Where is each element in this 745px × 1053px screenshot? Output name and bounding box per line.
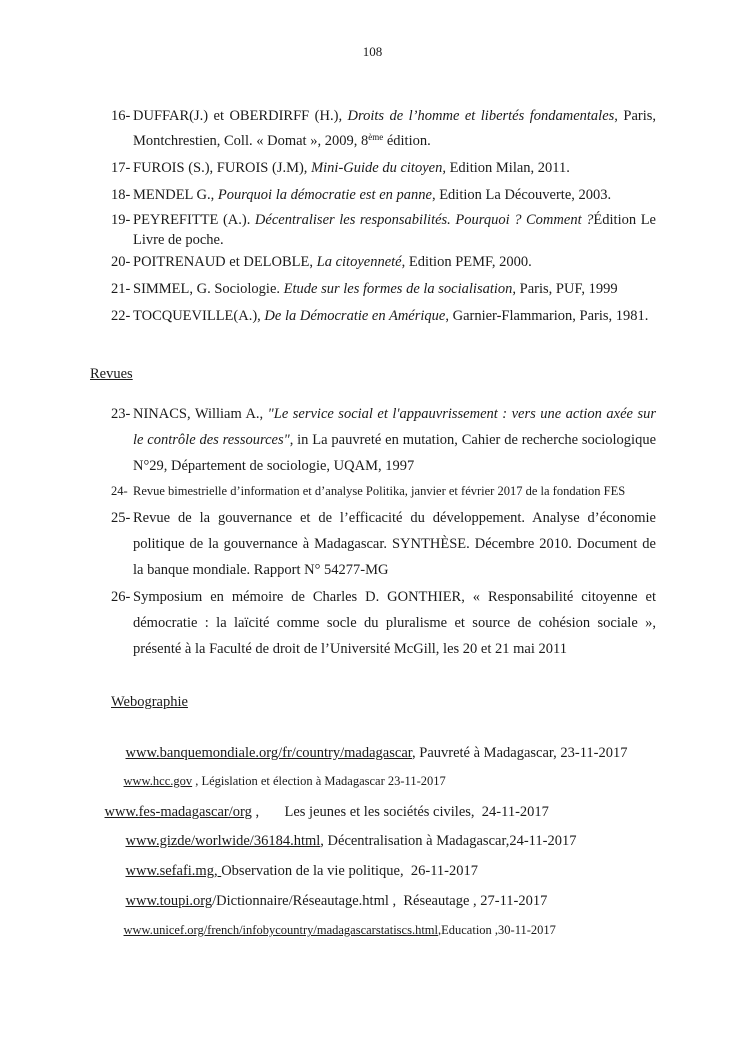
reference-text-part: Revue bimestrielle d’information et d’analyse Politika, janvier et février 2017 de la fondation FES <box>133 484 626 498</box>
reference-title-italic: Etude sur les formes de la socialisation, <box>283 281 517 297</box>
reference-title-italic: La citoyenneté <box>316 254 402 270</box>
reference-item <box>111 401 656 479</box>
reference-text-part: Paris, PUF, 1999 <box>516 281 618 297</box>
reference-text-part: Édition Le Livre de poche. <box>133 212 656 248</box>
reference-title-italic: Mini-Guide du citoyen, <box>311 160 446 176</box>
reference-item <box>111 183 656 208</box>
reference-item <box>111 156 656 181</box>
reference-text-part: , Edition PEMF, 2000. <box>401 254 532 270</box>
web-entry-description: /Dictionnaire/Réseautage.html , Réseautage , 27-11-2017 <box>212 893 548 909</box>
bibliography-revues-list <box>111 401 656 663</box>
reference-number: 24- <box>111 484 128 498</box>
bibliography-books-list <box>111 104 656 331</box>
reference-text-part: TOCQUEVILLE(A.), <box>133 308 265 324</box>
reference-number: 18- <box>111 187 131 203</box>
reference-text-part: , in La pauvreté en mutation, Cahier de recherche sociologique N°29, Département de sociologie, UQAM, 1997 <box>133 432 657 474</box>
reference-text-part: Symposium en mémoire de Charles D. GONTHIER, « Responsabilité citoyenne et démocratie : la laïcité comme socle du pluralisme et source de cohésion sociale », présenté à la Faculté de droit de l’Université McGill, les 20 et 21 mai 2011 <box>133 589 656 657</box>
web-entry-description: ,Education ,30-11-2017 <box>438 923 556 937</box>
reference-number: 17- <box>111 160 131 176</box>
reference-number: 25- <box>111 510 131 526</box>
web-link[interactable]: www.sefafi.mg, <box>125 863 222 879</box>
reference-number: 16- <box>111 108 131 124</box>
reference-text <box>133 277 656 302</box>
reference-text-part: POITRENAUD et DELOBLE, <box>133 254 317 270</box>
web-entry-description: Observation de la vie politique, 26-11-2017 <box>221 863 478 879</box>
web-link[interactable]: www.fes-madagascar/org <box>104 804 252 820</box>
reference-number: 21- <box>111 281 131 297</box>
reference-title-italic: "Le service social et l'appauvrissement : vers une action axée sur le contrôle des ressources" <box>133 406 656 448</box>
reference-item <box>111 277 656 302</box>
reference-text-part: , Paris, Montchrestien, Coll. « Domat », 2009, 8 <box>133 108 657 149</box>
web-entry-description: , Pauvreté à Madagascar, 23-11-2017 <box>412 745 628 761</box>
reference-text-part: Revue de la gouvernance et de l’efficacité du développement. Analyse d’économie politique de la gouvernance à Madagascar. SYNTHÈSE. Décembre 2010. Document de la banque mondiale. Rapport N° 54277-MG <box>133 510 656 578</box>
reference-text <box>133 401 656 479</box>
reference-text-part: ème <box>368 132 384 142</box>
reference-number: 20- <box>111 254 131 270</box>
reference-text <box>133 250 656 275</box>
reference-item <box>111 210 656 250</box>
reference-item <box>111 584 656 662</box>
web-link[interactable]: www.banquemondiale.org/fr/country/madagascar <box>125 745 413 761</box>
reference-text <box>133 210 656 250</box>
reference-text-part: MENDEL G., <box>133 187 218 203</box>
reference-text-part: , Edition La Découverte, 2003. <box>431 187 612 203</box>
reference-text-part: SIMMEL, G. Sociologie. <box>133 281 284 297</box>
web-link[interactable]: www.toupi.org <box>125 893 213 909</box>
web-entry-description: , Décentralisation à Madagascar,24-11-2017 <box>320 833 577 849</box>
section-title-revues: Revues <box>90 366 133 382</box>
reference-text <box>133 480 656 502</box>
reference-item <box>111 250 656 275</box>
reference-item <box>111 104 656 154</box>
reference-item <box>111 304 656 329</box>
reference-text-part: édition. <box>383 133 431 149</box>
reference-text-part: PEYREFITTE (A.). <box>133 212 255 228</box>
reference-text-part: FUROIS (S.), FUROIS (J.M), <box>133 160 312 176</box>
reference-text <box>133 584 656 662</box>
reference-text-part: DUFFAR(J.) et OBERDIRFF (H.) <box>133 108 339 124</box>
web-link[interactable]: www.gizde/worlwide/36184.html <box>125 833 321 849</box>
reference-item <box>111 505 656 583</box>
reference-text-part: NINACS, William A., <box>133 406 268 422</box>
web-entry-description: , Les jeunes et les sociétés civiles, 24-11-2017 <box>251 804 549 820</box>
web-entry-description: , Législation et élection à Madagascar 23-11-2017 <box>192 774 446 788</box>
reference-item <box>111 480 656 502</box>
reference-title-italic: De la Démocratie en Amérique <box>264 308 446 324</box>
reference-title-italic: , Droits de l’homme et libertés fondamentales <box>338 108 615 124</box>
reference-text <box>133 505 656 583</box>
reference-text <box>133 156 656 181</box>
reference-title-italic: Décentraliser les responsabilités. Pourquoi ? Comment ? <box>254 212 594 228</box>
reference-number: 22- <box>111 308 131 324</box>
reference-number: 19- <box>111 212 131 228</box>
web-link[interactable]: www.hcc.gov <box>123 774 193 788</box>
reference-text <box>133 104 656 154</box>
reference-text <box>133 304 656 329</box>
reference-text-part: Edition Milan, 2011. <box>445 160 570 176</box>
page-number: 108 <box>362 44 383 59</box>
reference-number: 23- <box>111 406 131 422</box>
reference-text-part: , Garnier-Flammarion, Paris, 1981. <box>445 308 649 324</box>
reference-text <box>133 183 656 208</box>
reference-number: 26- <box>111 589 131 605</box>
section-title-webographie: Webographie <box>111 694 188 710</box>
web-link[interactable]: www.unicef.org/french/infobycountry/madagascarstatiscs.html <box>123 923 438 937</box>
web-entry <box>111 908 556 953</box>
reference-title-italic: Pourquoi la démocratie est en panne <box>217 187 432 203</box>
